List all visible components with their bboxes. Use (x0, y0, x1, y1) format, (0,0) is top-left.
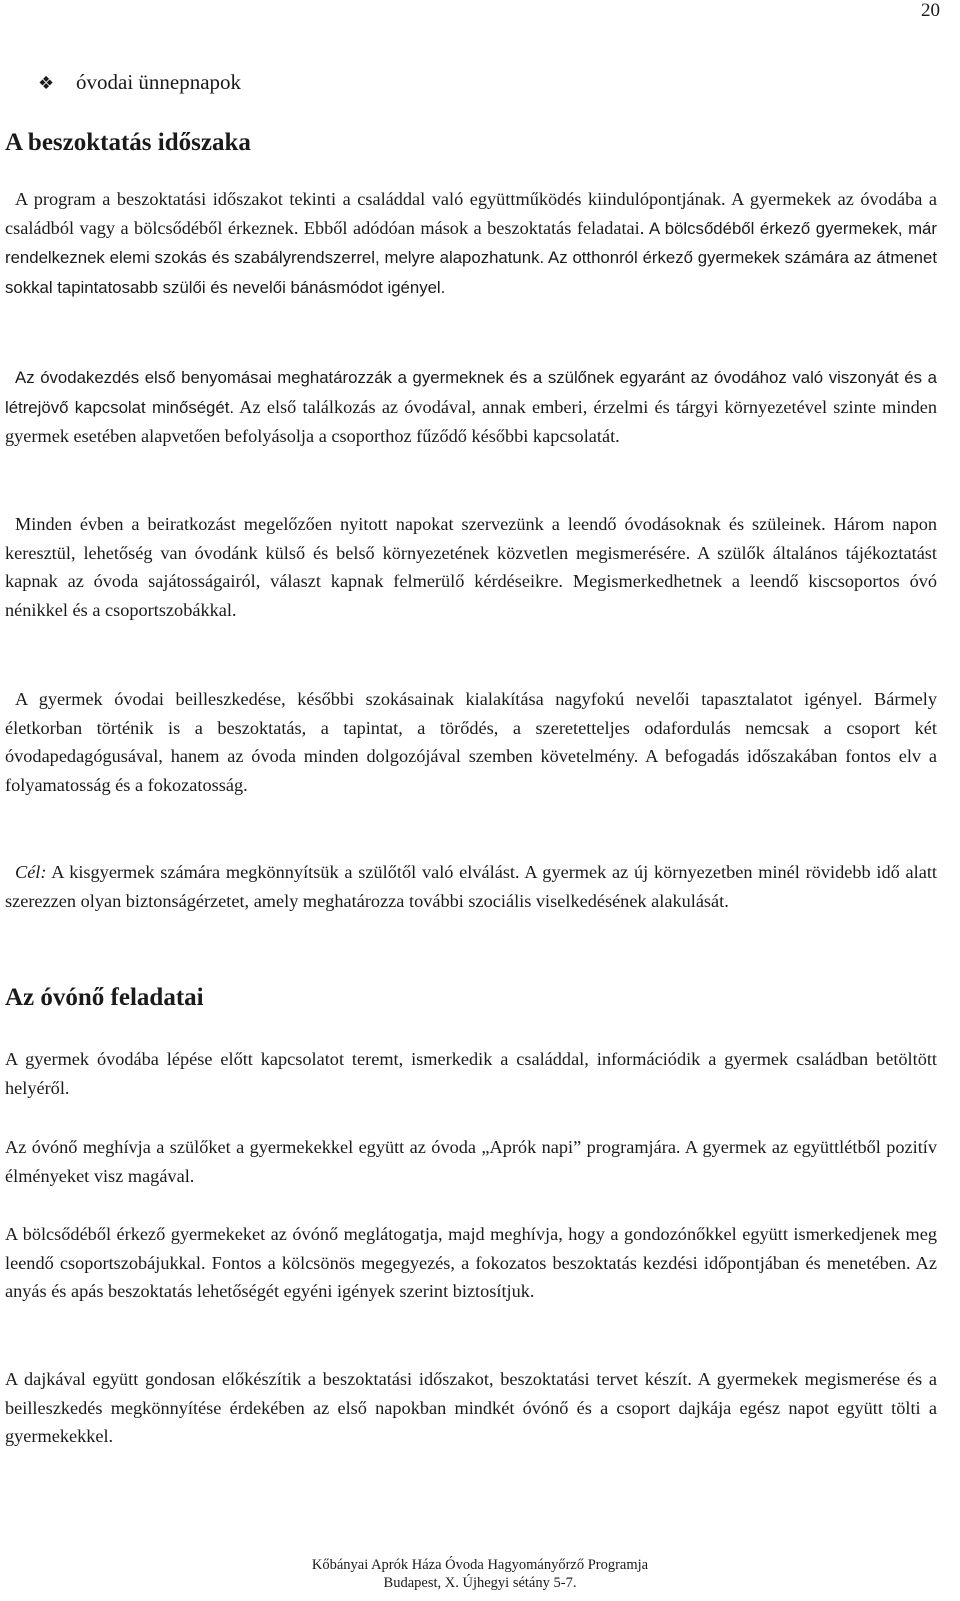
paragraph-integration: A gyermek óvodai beilleszkedése, későbbi szokásainak kialakítása nagyfokú nevelői tapasztalatot igényel. Bármely életkorban történik is a beszoktatás, a tapintat, a törődés, a szeretetteljes odafordulás nemcsak a csoport két óvodapedagógusával, hanem az óvoda minden dolgozójával szemben követelmény. A befogadás időszakában fontos elv a folyamatosság és a fokozatosság. (5, 689, 937, 795)
paragraph-intro-sans: A bölcsődéből érkező gyermekek, már rendelkeznek elemi szokás és szabályrendszerrel, melyre alapozhatunk. Az otthonról érkező gyermekek számára az átmenet sokkal tapintatosabb szülői és nevelői bánásmódot igényel. (5, 218, 937, 297)
paragraph-goal (5, 858, 937, 915)
paragraph-first-impressions (5, 363, 937, 451)
paragraph-nursery-visit: A bölcsődéből érkező gyermekeket az óvónő meglátogatja, majd meghívja, hogy a gondozónőkkel együtt ismerkedjenek meg leendő csoportszobájukkal. Fontos a kölcsönös megegyezés, a fokozatos beszoktatás kezdési időpontjában és menetében. Az anyás és apás beszoktatás lehetőségét egyéni igények szerint biztosítjuk. (5, 1224, 937, 1302)
goal-text: A kisgyermek számára megkönnyítsük a szülőtől való elválást. A gyermek az új környezetben minél rövidebb idő alatt szerezzen olyan biztonságérzetet, amely meghatározza további szociális viselkedésének alakulását. (5, 862, 937, 911)
section-heading-ovono-feladatai: Az óvónő feladatai (5, 984, 204, 1011)
diamond-bullet-icon: ❖ (38, 73, 55, 94)
goal-label: Cél: (15, 862, 47, 882)
page-footer (0, 1556, 960, 1592)
paragraph-first-impressions-sans: Az óvodakezdés első benyomásai meghatározzák a gyermeknek és a szülőnek egyaránt az óvodához való viszonyát és a létrejövő kapcsolat minőségét. (5, 368, 937, 417)
paragraph-intro (5, 185, 937, 302)
paragraph-nanny-plan: A dajkával együtt gondosan előkészítik a beszoktatási időszakot, beszoktatási tervet készít. A gyermekek megismerése és a beilleszkedés megkönnyítése érdekében az első napokban mindkét óvónő és a csoport dajkája egész napot együtt tölti a gyermekekkel. (5, 1369, 937, 1447)
paragraph-teacher-contact: A gyermek óvodába lépése előtt kapcsolatot teremt, ismerkedik a családdal, információdik a gyermek családban betöltött helyéről. (5, 1049, 937, 1098)
bullet-item (38, 68, 241, 98)
paragraph-apro-napi: Az óvónő meghívja a szülőket a gyermekekkel együtt az óvoda „Aprók napi” programjára. A gyermek az együttlétből pozitív élményeket visz magával. (5, 1137, 937, 1186)
page-number: 20 (921, 0, 940, 21)
footer-program-title: Kőbányai Aprók Háza Óvoda Hagyományőrző Programja (311, 1557, 649, 1573)
footer-address: Budapest, X. Újhegyi sétány 5-7. (383, 1575, 577, 1591)
bullet-item-text: óvodai ünnepnapok (76, 70, 242, 94)
paragraph-open-days: Minden évben a beiratkozást megelőzően nyitott napokat szervezünk a leendő óvodásoknak és szüleinek. Három napon keresztül, lehetőség van óvodánk külső és belső környezetének közvetlen megismerésére. A szülők általános tájékoztatást kapnak az óvoda sajátosságairól, választ kapnak felmerülő kérdéseikre. Megismerkedhetnek a leendő kiscsoportos óvó nénikkel és a csoportszobákkal. (5, 514, 937, 620)
paragraph-first-impressions-serif: Az első találkozás az óvodával, annak emberi, érzelmi és tárgyi környezetével szinte minden gyermek esetében alapvetően befolyásolja a csoporthoz fűződő későbbi kapcsolatát. (5, 396, 937, 447)
paragraph-intro-serif: A program a beszoktatási időszakot tekinti a családdal való együttműködés kiindulópontjának. A gyermekek az óvodába a családból vagy a bölcsődéből érkeznek. Ebből adódóan mások a beszoktatás feladatai. (5, 189, 937, 238)
section-heading-beszoktatas: A beszoktatás időszaka (5, 129, 251, 156)
